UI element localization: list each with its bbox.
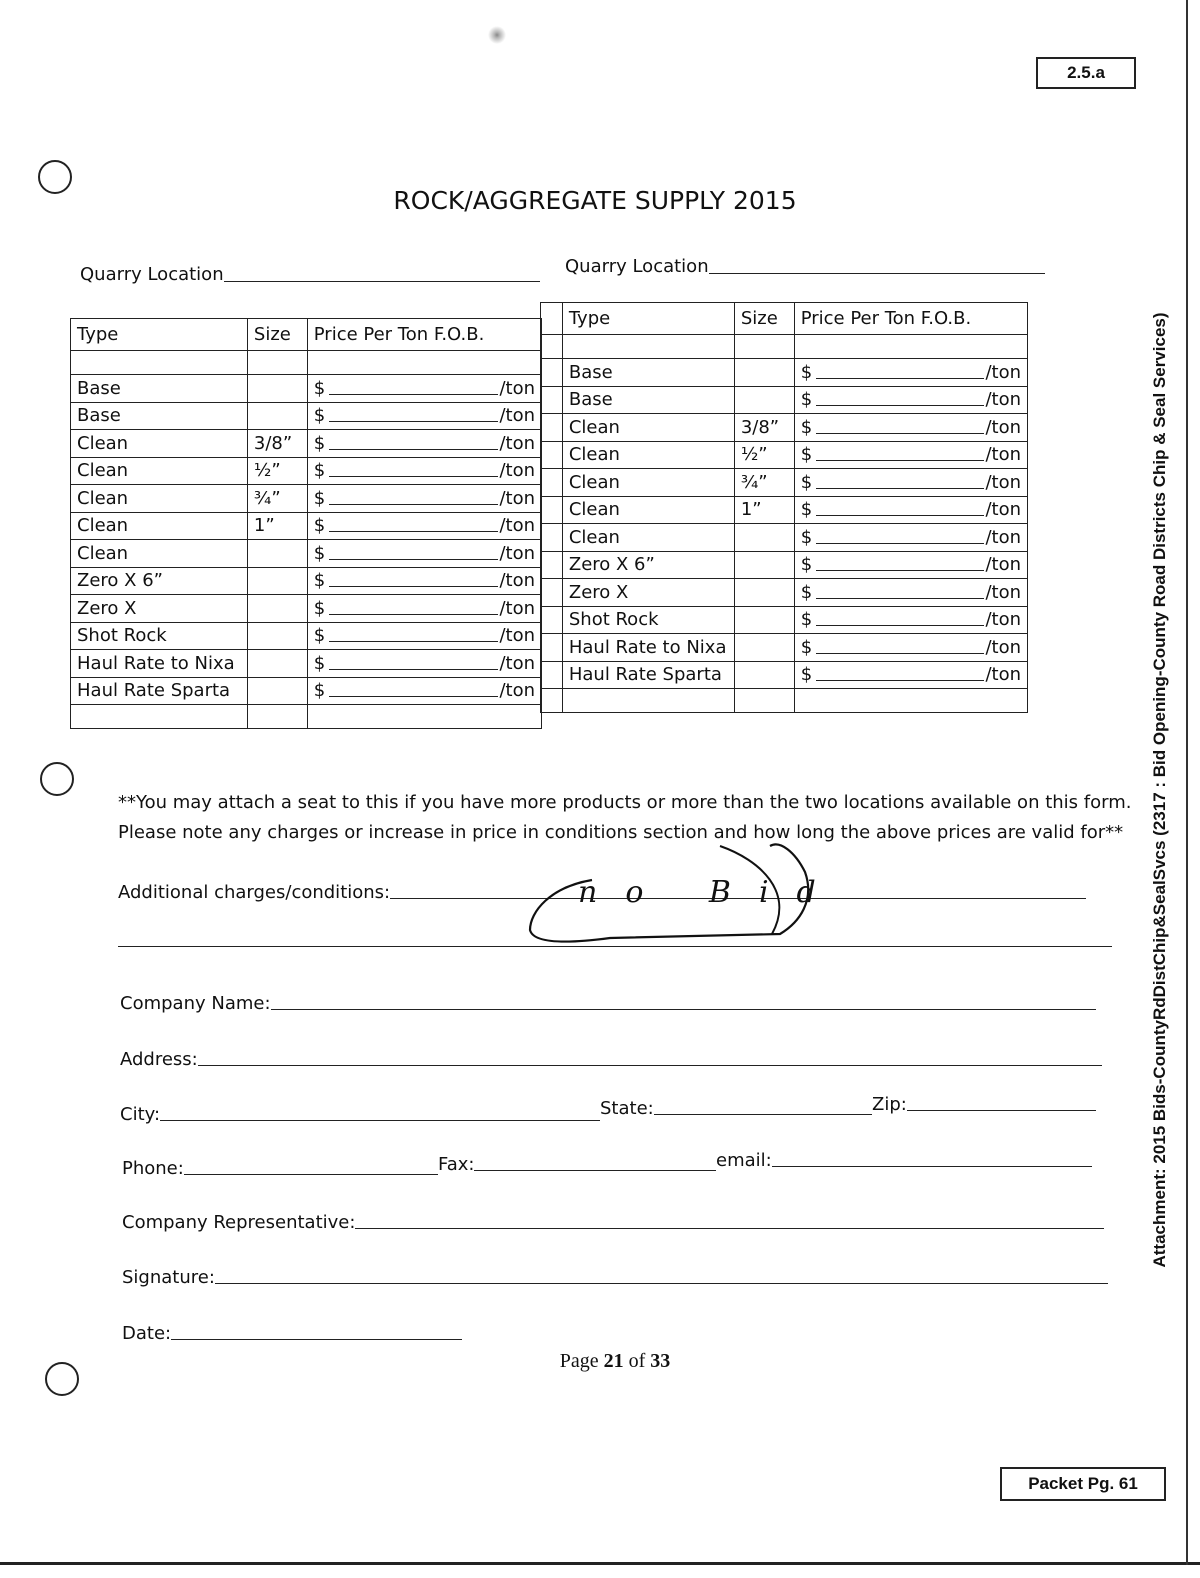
empty-cell <box>71 351 248 375</box>
right-header-price: Price Per Ton F.O.B. <box>794 303 1027 335</box>
left-blank-row <box>71 705 542 729</box>
right-blank-row <box>541 689 1028 713</box>
left-size-cell <box>247 567 307 595</box>
address-field <box>120 1049 1102 1070</box>
signature-label: Signature: <box>122 1267 215 1288</box>
page-edge <box>0 1562 1200 1565</box>
right-price <box>801 499 1021 520</box>
unit-label: /ton <box>499 652 535 674</box>
left-price-cell <box>307 650 541 678</box>
table-row <box>71 595 542 623</box>
unit-label: /ton <box>985 664 1021 686</box>
right-price-cell <box>794 634 1027 662</box>
city-field <box>120 1104 600 1125</box>
left-size-cell <box>247 677 307 705</box>
price-entry-line[interactable] <box>329 586 499 587</box>
table-row <box>71 485 542 513</box>
right-type-cell: Clean <box>562 524 734 552</box>
table-row <box>71 512 542 540</box>
table-row <box>71 650 542 678</box>
binder-hole-middle <box>40 762 74 796</box>
right-blank-row <box>541 335 1028 359</box>
right-price <box>801 527 1021 548</box>
spacer-cell <box>541 496 563 524</box>
spacer-cell <box>541 441 563 469</box>
attachment-note-line1: **You may attach a seat to this if you have more products or more than the two locations available on this form. <box>118 792 1132 813</box>
left-size-cell: 3/8” <box>247 430 307 458</box>
attachment-note-line2: Please note any charges or increase in price in conditions section and how long the above prices are valid for** <box>118 822 1124 843</box>
unit-label: /ton <box>985 609 1021 631</box>
left-price-cell <box>307 512 541 540</box>
left-price-cell <box>307 402 541 430</box>
empty-cell <box>541 689 563 713</box>
address-label: Address: <box>120 1049 198 1070</box>
left-price <box>314 405 535 426</box>
currency-symbol: $ <box>800 444 813 466</box>
price-entry-line[interactable] <box>329 421 499 422</box>
handwritten-no-bid-drawing <box>520 842 820 952</box>
company-representative-label: Company Representative: <box>122 1212 356 1233</box>
right-size-cell <box>734 524 794 552</box>
spacer-cell <box>541 606 563 634</box>
left-size-cell: ½” <box>247 457 307 485</box>
currency-symbol: $ <box>800 554 813 576</box>
right-header-size: Size <box>734 303 794 335</box>
left-price <box>314 598 535 619</box>
left-price <box>314 433 535 454</box>
page-number-middle: of <box>623 1350 651 1372</box>
unit-label: /ton <box>499 542 535 564</box>
price-entry-line[interactable] <box>329 669 499 670</box>
left-price-cell <box>307 485 541 513</box>
currency-symbol: $ <box>313 597 326 619</box>
price-entry-line[interactable] <box>816 653 985 654</box>
price-entry-line[interactable] <box>329 504 499 505</box>
date-field <box>122 1323 462 1344</box>
table-row <box>541 359 1028 387</box>
fax-label: Fax: <box>438 1154 475 1175</box>
unit-label: /ton <box>985 636 1021 658</box>
right-size-cell <box>734 606 794 634</box>
spacer-cell <box>541 469 563 497</box>
unit-label: /ton <box>499 515 535 537</box>
unit-label: /ton <box>499 377 535 399</box>
left-type-cell: Haul Rate to Nixa <box>71 650 248 678</box>
price-entry-line[interactable] <box>329 394 499 395</box>
left-size-cell <box>247 375 307 403</box>
reference-stamp: 2.5.a <box>1036 57 1136 89</box>
table-row <box>71 677 542 705</box>
left-type-cell: Clean <box>71 457 248 485</box>
table-row <box>71 430 542 458</box>
address-line[interactable] <box>198 1065 1102 1066</box>
price-entry-line[interactable] <box>329 476 499 477</box>
company-representative-line[interactable] <box>355 1228 1104 1229</box>
currency-symbol: $ <box>800 389 813 411</box>
left-type-cell: Clean <box>71 485 248 513</box>
left-size-cell: ¾” <box>247 485 307 513</box>
currency-symbol: $ <box>313 432 326 454</box>
left-price-cell <box>307 540 541 568</box>
quarry-location-left <box>80 264 540 285</box>
right-size-cell <box>734 634 794 662</box>
right-price <box>801 582 1021 603</box>
price-entry-line[interactable] <box>816 598 985 599</box>
state-field <box>600 1098 872 1119</box>
table-row <box>541 386 1028 414</box>
currency-symbol: $ <box>313 570 326 592</box>
handwritten-no-bid <box>520 842 820 957</box>
currency-symbol: $ <box>800 636 813 658</box>
right-price-cell <box>794 414 1027 442</box>
price-entry-line[interactable] <box>329 696 499 697</box>
price-entry-line[interactable] <box>816 433 985 434</box>
right-size-cell <box>734 551 794 579</box>
right-size-cell: 1” <box>734 496 794 524</box>
left-type-cell: Haul Rate Sparta <box>71 677 248 705</box>
empty-cell <box>247 351 307 375</box>
left-size-cell <box>247 540 307 568</box>
currency-symbol: $ <box>313 652 326 674</box>
unit-label: /ton <box>985 554 1021 576</box>
empty-cell <box>562 335 734 359</box>
currency-symbol: $ <box>800 471 813 493</box>
right-price-cell <box>794 441 1027 469</box>
unit-label: /ton <box>499 570 535 592</box>
right-price-cell <box>794 359 1027 387</box>
right-spacer-cell <box>541 303 563 335</box>
signature-field <box>122 1267 1108 1288</box>
currency-symbol: $ <box>800 416 813 438</box>
quarry-location-right-label: Quarry Location <box>565 256 709 277</box>
price-entry-line[interactable] <box>816 405 985 406</box>
city-line[interactable] <box>160 1120 600 1121</box>
phone-field <box>122 1158 438 1179</box>
left-header-price: Price Per Ton F.O.B. <box>307 319 541 351</box>
right-type-cell: Haul Rate Sparta <box>562 661 734 689</box>
left-price-cell <box>307 567 541 595</box>
zip-field <box>872 1094 1096 1115</box>
price-entry-line[interactable] <box>329 641 499 642</box>
right-type-cell: Clean <box>562 469 734 497</box>
table-row <box>71 457 542 485</box>
currency-symbol: $ <box>313 460 326 482</box>
price-entry-line[interactable] <box>816 625 985 626</box>
state-label: State: <box>600 1098 654 1119</box>
price-entry-line[interactable] <box>329 449 499 450</box>
right-size-cell: 3/8” <box>734 414 794 442</box>
phone-line[interactable] <box>184 1174 438 1175</box>
currency-symbol: $ <box>800 664 813 686</box>
table-row <box>71 622 542 650</box>
right-type-cell: Base <box>562 386 734 414</box>
table-row <box>541 469 1028 497</box>
empty-cell <box>307 705 541 729</box>
price-entry-line[interactable] <box>816 680 985 681</box>
right-price-cell <box>794 496 1027 524</box>
price-entry-line[interactable] <box>329 614 499 615</box>
left-size-cell: 1” <box>247 512 307 540</box>
right-header-row <box>541 303 1028 335</box>
currency-symbol: $ <box>313 542 326 564</box>
currency-symbol: $ <box>800 361 813 383</box>
right-price <box>801 362 1021 383</box>
table-row <box>541 661 1028 689</box>
spacer-cell <box>541 414 563 442</box>
right-size-cell <box>734 386 794 414</box>
page-number <box>0 1350 1200 1373</box>
right-size-cell: ¾” <box>734 469 794 497</box>
page-edge-right <box>1186 0 1188 1565</box>
right-price <box>801 389 1021 410</box>
right-type-cell: Base <box>562 359 734 387</box>
table-row <box>541 441 1028 469</box>
date-label: Date: <box>122 1323 172 1344</box>
empty-cell <box>734 689 794 713</box>
right-type-cell: Clean <box>562 414 734 442</box>
spacer-cell <box>541 524 563 552</box>
left-price <box>314 378 535 399</box>
left-price <box>314 543 535 564</box>
left-price <box>314 625 535 646</box>
unit-label: /ton <box>499 405 535 427</box>
left-type-cell: Base <box>71 402 248 430</box>
right-type-cell: Zero X 6” <box>562 551 734 579</box>
attachment-sidebar-label: Attachment: 2015 Bids-CountyRdDistChip&SealSvcs (2317 : Bid Opening-County Road Districts Chip & Seal Services) <box>1150 312 1169 1268</box>
empty-cell <box>71 705 248 729</box>
currency-symbol: $ <box>313 680 326 702</box>
right-size-cell: ½” <box>734 441 794 469</box>
currency-symbol: $ <box>800 609 813 631</box>
company-name-field <box>120 993 1096 1014</box>
currency-symbol: $ <box>800 499 813 521</box>
left-price <box>314 488 535 509</box>
price-table-right-body <box>541 303 1028 713</box>
form-title: ROCK/AGGREGATE SUPPLY 2015 <box>393 186 797 215</box>
right-type-cell: Zero X <box>562 579 734 607</box>
unit-label: /ton <box>985 444 1021 466</box>
fax-field <box>438 1154 716 1175</box>
email-label: email: <box>716 1150 772 1171</box>
table-row <box>541 414 1028 442</box>
table-row <box>71 375 542 403</box>
right-price-cell <box>794 661 1027 689</box>
currency-symbol: $ <box>313 625 326 647</box>
price-entry-line[interactable] <box>816 488 985 489</box>
right-size-cell <box>734 359 794 387</box>
left-price-cell <box>307 622 541 650</box>
left-price <box>314 515 535 536</box>
unit-label: /ton <box>499 597 535 619</box>
right-price-cell <box>794 469 1027 497</box>
left-price <box>314 570 535 591</box>
table-row <box>541 606 1028 634</box>
price-entry-line[interactable] <box>816 378 985 379</box>
left-type-cell: Base <box>71 375 248 403</box>
currency-symbol: $ <box>800 581 813 603</box>
currency-symbol: $ <box>313 377 326 399</box>
left-price-cell <box>307 375 541 403</box>
currency-symbol: $ <box>800 526 813 548</box>
page-number-prefix: Page <box>559 1350 604 1372</box>
spacer-cell <box>541 661 563 689</box>
packet-page-stamp: Packet Pg. 61 <box>1000 1467 1166 1501</box>
right-price <box>801 417 1021 438</box>
unit-label: /ton <box>985 416 1021 438</box>
empty-cell <box>794 335 1027 359</box>
unit-label: /ton <box>499 680 535 702</box>
table-row <box>541 579 1028 607</box>
right-type-cell: Shot Rock <box>562 606 734 634</box>
fax-line[interactable] <box>474 1170 716 1171</box>
empty-cell <box>794 689 1027 713</box>
left-size-cell <box>247 595 307 623</box>
company-name-line[interactable] <box>271 1009 1096 1010</box>
left-size-cell <box>247 402 307 430</box>
signature-line[interactable] <box>215 1283 1108 1284</box>
spacer-cell <box>541 579 563 607</box>
unit-label: /ton <box>499 460 535 482</box>
spacer-cell <box>541 551 563 579</box>
price-table-left-body <box>71 319 542 729</box>
right-price <box>801 472 1021 493</box>
unit-label: /ton <box>985 361 1021 383</box>
quarry-location-right-line[interactable] <box>709 273 1045 274</box>
email-line[interactable] <box>772 1166 1092 1167</box>
left-size-cell <box>247 622 307 650</box>
right-price-cell <box>794 551 1027 579</box>
left-type-cell: Clean <box>71 540 248 568</box>
right-price <box>801 637 1021 658</box>
right-price <box>801 664 1021 685</box>
table-row <box>71 540 542 568</box>
left-header-row <box>71 319 542 351</box>
left-price-cell <box>307 595 541 623</box>
table-row <box>71 567 542 595</box>
date-line[interactable] <box>171 1339 462 1340</box>
scan-artifact <box>486 24 508 46</box>
quarry-location-left-line[interactable] <box>224 281 540 282</box>
unit-label: /ton <box>985 581 1021 603</box>
table-row <box>541 634 1028 662</box>
left-price-cell <box>307 430 541 458</box>
zip-line[interactable] <box>907 1110 1096 1111</box>
spacer-cell <box>541 359 563 387</box>
right-size-cell <box>734 579 794 607</box>
price-entry-line[interactable] <box>816 460 985 461</box>
quarry-location-left-label: Quarry Location <box>80 264 224 285</box>
left-type-cell: Clean <box>71 430 248 458</box>
price-entry-line[interactable] <box>816 570 985 571</box>
left-price-cell <box>307 457 541 485</box>
left-price <box>314 460 535 481</box>
page-number-total: 33 <box>650 1350 671 1372</box>
right-type-cell: Clean <box>562 496 734 524</box>
unit-label: /ton <box>985 499 1021 521</box>
left-header-size: Size <box>247 319 307 351</box>
left-type-cell: Zero X 6” <box>71 567 248 595</box>
price-entry-line[interactable] <box>329 559 499 560</box>
phone-label: Phone: <box>122 1158 184 1179</box>
currency-symbol: $ <box>313 487 326 509</box>
left-price <box>314 680 535 701</box>
unit-label: /ton <box>499 432 535 454</box>
table-row <box>541 551 1028 579</box>
unit-label: /ton <box>499 625 535 647</box>
right-type-cell: Haul Rate to Nixa <box>562 634 734 662</box>
left-header-type: Type <box>71 319 248 351</box>
left-type-cell: Zero X <box>71 595 248 623</box>
quarry-location-right <box>565 256 1045 277</box>
empty-cell <box>247 705 307 729</box>
left-size-cell <box>247 650 307 678</box>
company-name-label: Company Name: <box>120 993 271 1014</box>
price-entry-line[interactable] <box>329 531 499 532</box>
handwritten-no-bid-text: no Bid <box>578 875 820 910</box>
price-table-right <box>540 302 1028 713</box>
right-price-cell <box>794 579 1027 607</box>
unit-label: /ton <box>985 471 1021 493</box>
right-size-cell <box>734 661 794 689</box>
right-price-cell <box>794 524 1027 552</box>
price-entry-line[interactable] <box>816 515 985 516</box>
right-price-cell <box>794 606 1027 634</box>
state-line[interactable] <box>654 1114 872 1115</box>
empty-cell <box>307 351 541 375</box>
email-field <box>716 1150 1092 1171</box>
right-price <box>801 554 1021 575</box>
right-price-cell <box>794 386 1027 414</box>
unit-label: /ton <box>985 389 1021 411</box>
empty-cell <box>562 689 734 713</box>
company-representative-field <box>122 1212 1104 1233</box>
additional-conditions-label: Additional charges/conditions: <box>118 882 391 903</box>
unit-label: /ton <box>499 487 535 509</box>
table-row <box>71 402 542 430</box>
page-number-current: 21 <box>603 1350 624 1372</box>
right-price <box>801 609 1021 630</box>
right-type-cell: Clean <box>562 441 734 469</box>
left-blank-row <box>71 351 542 375</box>
spacer-cell <box>541 386 563 414</box>
currency-symbol: $ <box>313 515 326 537</box>
currency-symbol: $ <box>313 405 326 427</box>
unit-label: /ton <box>985 526 1021 548</box>
zip-label: Zip: <box>872 1094 907 1115</box>
spacer-cell <box>541 634 563 662</box>
empty-cell <box>734 335 794 359</box>
empty-cell <box>541 335 563 359</box>
right-price <box>801 444 1021 465</box>
city-label: City: <box>120 1104 161 1125</box>
price-entry-line[interactable] <box>816 543 985 544</box>
left-type-cell: Clean <box>71 512 248 540</box>
price-table-left <box>70 318 542 729</box>
table-row <box>541 524 1028 552</box>
right-header-type: Type <box>562 303 734 335</box>
left-price <box>314 653 535 674</box>
table-row <box>541 496 1028 524</box>
left-type-cell: Shot Rock <box>71 622 248 650</box>
left-price-cell <box>307 677 541 705</box>
